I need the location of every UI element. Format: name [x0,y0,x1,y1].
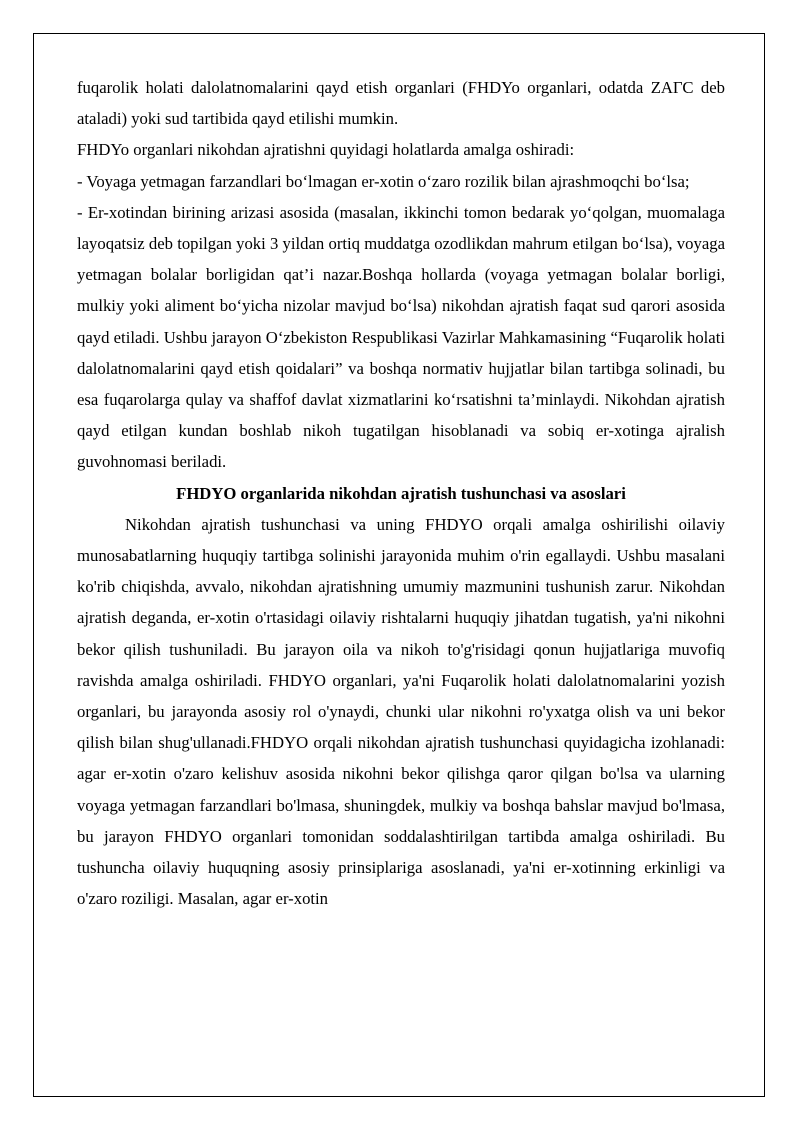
section-heading: FHDYO organlarida nikohdan ajratish tushunchasi va asoslari [176,483,626,503]
paragraph-intro-list: FHDYo organlari nikohdan ajratishni quyidagi holatlarda amalga oshiradi: [77,140,575,160]
document-body [77,72,725,914]
list-item-one-spouse: - Er-xotindan birining arizasi asosida (masalan, ikkinchi tomon bedarak yo‘qolgan, muomalaga layoqatsiz deb topilgan yoki 3 yildan ortiq muddatga ozodlikdan mahrum etilgan bo‘lsa), voyaga yetmagan bolalar borligidan qat’i nazar.Boshqa hollarda (voyaga yetmagan bolalar borligi, mulkiy yoki aliment bo‘yicha nizolar mavjud bo‘lsa) nikohdan ajratish faqat sud qarori asosida qayd etiladi. Ushbu jarayon O‘zbekiston Respublikasi Vazirlar Mahkamasining “Fuqarolik holati dalolatnomalarini qayd etish qoidalari” va boshqa normativ hujjatlar bilan tartibga solinadi, bu esa fuqarolarga qulay va shaffof davlat xizmatlarini ko‘rsatishni ta’minlaydi. Nikohdan ajratish qayd etilgan kundan boshlab nikoh tugatilgan hisoblanadi va sobiq er-xotinga ajralish guvohnomasi beriladi. [77,202,725,472]
section-paragraph: Nikohdan ajratish tushunchasi va uning FHDYO orqali amalga oshirilishi oilaviy munosabatlarning huquqiy tartibga solinishi jarayonida muhim o'rin egallaydi. Ushbu masalani ko'rib chiqishda, avvalo, nikohdan ajratishning umumiy mazmunini tushunish zarur. Nikohdan ajratish deganda, er-xotin o'rtasidagi oilaviy rishtalarni huquqiy jihatdan tugatish, ya'ni nikohni bekor qilish tushuniladi. Bu jarayon oila va nikoh to'g'risidagi qonun hujjatlariga muvofiq ravishda amalga oshiriladi. FHDYO organlari, ya'ni Fuqarolik holati dalolatnomalarini yozish organlari, bu jarayonda asosiy rol o'ynaydi, chunki ular nikohni ro'yxatga olish va uni bekor qilish bilan shug'ullanadi.FHDYO orqali nikohdan ajratish tushunchasi quyidagicha izohlanadi: agar er-xotin o'zaro kelishuv asosida nikohni bekor qilishga qaror qilgan bo'lsa va ularning voyaga yetmagan farzandlari bo'lmasa, shuningdek, mulkiy va boshqa bahslar mavjud bo'lmasa, bu jarayon FHDYO organlari tomonidan soddalashtirilgan tartibda amalga oshiriladi. Bu tushuncha oilaviy huquqning asosiy prinsiplariga asoslanadi, ya'ni er-xotinning erkinligi va o'zaro roziligi. Masalan, agar er-xotin [77,514,725,909]
paragraph-continuation: fuqarolik holati dalolatnomalarini qayd etish organlari (FHDYo organlari, odatda ZAГС deb ataladi) yoki sud tartibida qayd etilishi mumkin. [77,78,725,129]
list-item-mutual-consent: - Voyaga yetmagan farzandlari bo‘lmagan er-xotin o‘zaro rozilik bilan ajrashmoqchi bo‘lsa; [77,171,690,191]
